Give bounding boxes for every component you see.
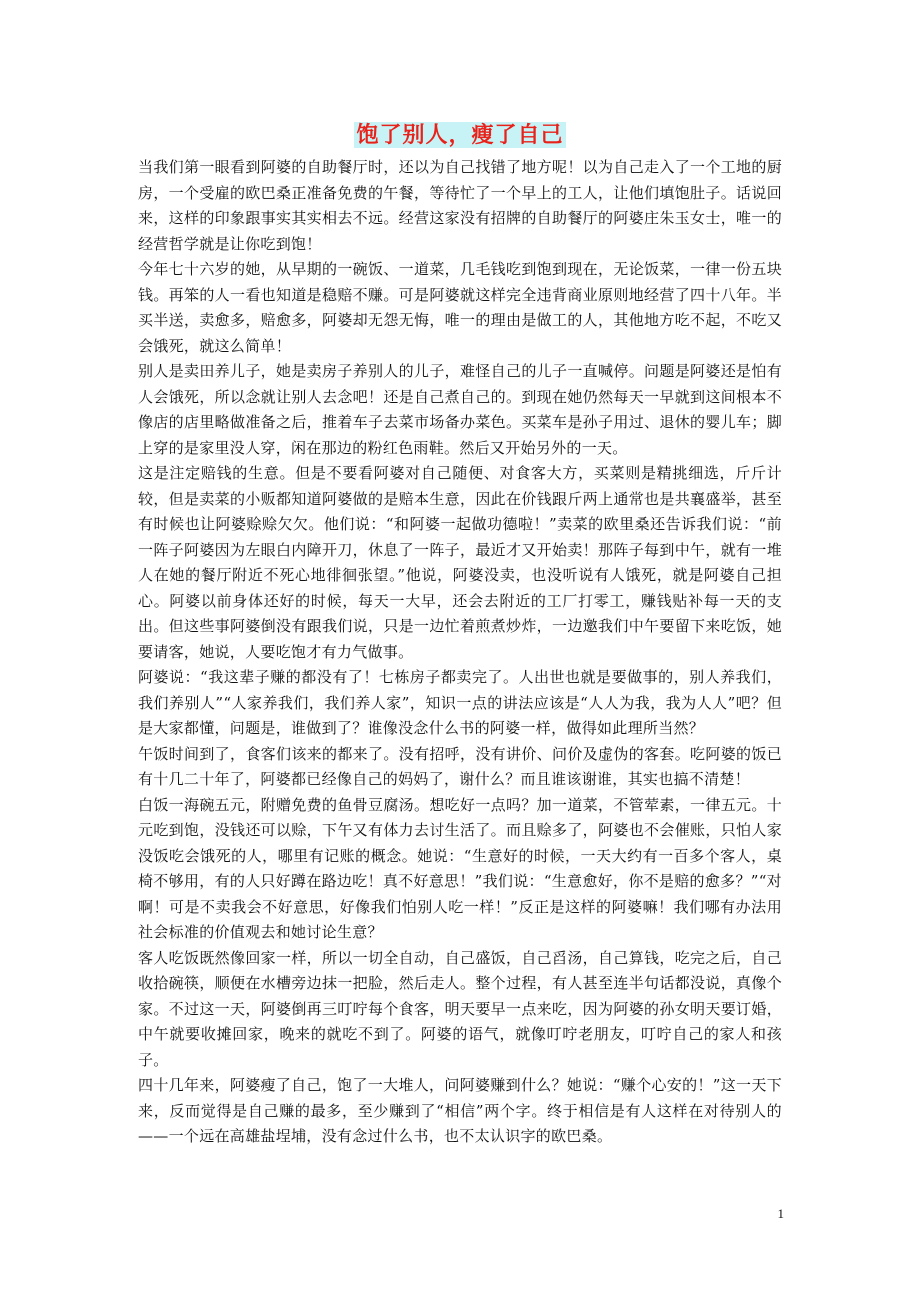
article-title xyxy=(0,118,920,152)
paragraph-3: 别人是卖田养儿子，她是卖房子养别人的儿子，难怪自己的儿子一直喊停。问题是阿婆还是怕有人会饿死，所以念就让别人去念吧！还是自己煮自己的。到现在她仍然每天一早就到这间根本不像店的店里略做准备之后，推着车子去菜市场备办菜色。买菜车是孙子用过、退休的婴儿车；脚上穿的是家里没人穿，闲在那边的粉红色雨鞋。然后又开始另外的一天。 xyxy=(138,362,782,457)
paragraph-1: 当我们第一眼看到阿婆的自助餐厅时，还以为自己找错了地方呢！以为自己走入了一个工地的厨房，一个受雇的欧巴桑正准备免费的午餐，等待忙了一个早上的工人，让他们填饱肚子。话说回来，这样的印象跟事实其实相去不远。经营这家没有招牌的自助餐厅的阿婆庄朱玉女士，唯一的经营哲学就是让你吃到饱！ xyxy=(138,158,782,253)
paragraph-7: 白饭一海碗五元，附赠免费的鱼骨豆腐汤。想吃好一点吗？加一道菜，不管荤素，一律五元。十元吃到饱，没钱还可以赊，下午又有体力去讨生活了。而且赊多了，阿婆也不会催账，只怕人家没饭吃会饿死的人，哪里有记账的概念。她说：“生意好的时候，一天大约有一百多个客人，桌椅不够用，有的人只好蹲在路边吃！真不好意思！”我们说：“生意愈好，你不是赔的愈多？”“对啊！可是不卖我会不好意思，好像我们怕别人吃一样！”反正是这样的阿婆嘛！我们哪有办法用社会标准的价值观去和她讨论生意？ xyxy=(138,795,782,941)
paragraph-2: 今年七十六岁的她，从早期的一碗饭、一道菜，几毛钱吃到饱到现在，无论饭菜，一律一份五块钱。再笨的人一看也知道是稳赔不赚。可是阿婆就这样完全违背商业原则地经营了四十八年。半买半送，卖愈多，赔愈多，阿婆却无怨无悔，唯一的理由是做工的人，其他地方吃不起，不吃又会饿死，就这么简单！ xyxy=(138,260,782,355)
article-title-text: 饱了别人，瘦了自己 xyxy=(356,122,564,148)
paragraph-5: 阿婆说：“我这辈子赚的都没有了！七栋房子都卖完了。人出世也就是要做事的，别人养我们，我们养别人”“人家养我们，我们养人家”，知识一点的讲法应该是“人人为我，我为人人”吧？但是大家都懂，问题是，谁做到了？谁像没念什么书的阿婆一样，做得如此理所当然？ xyxy=(138,668,782,737)
paragraph-6: 午饭时间到了，食客们该来的都来了。没有招呼，没有讲价、问价及虚伪的客套。吃阿婆的饭已有十几二十年了，阿婆都已经像自己的妈妈了，谢什么？而且谁该谢谁，其实也搞不清楚！ xyxy=(138,744,782,788)
paragraph-9: 四十几年来，阿婆瘦了自己，饱了一大堆人，问阿婆赚到什么？她说：“赚个心安的！”这一天下来，反而觉得是自己赚的最多，至少赚到了“相信”两个字。终于相信是有人这样在对待别人的——一个远在高雄盐埕埔，没有念过什么书，也不太认识字的欧巴桑。 xyxy=(138,1076,782,1145)
page-number: 1 xyxy=(777,1206,784,1221)
paragraph-4: 这是注定赔钱的生意。但是不要看阿婆对自己随便、对食客大方，买菜则是精挑细选，斤斤计较，但是卖菜的小贩都知道阿婆做的是赔本生意，因此在价钱跟斤两上通常也是共襄盛举，甚至有时候也让阿婆赊赊欠欠。他们说：“和阿婆一起做功德啦！”卖菜的欧里桑还告诉我们说：“前一阵子阿婆因为左眼白内障开刀，休息了一阵子，最近才又开始卖！那阵子每到中午，就有一堆人在她的餐厅附近不死心地徘徊张望。”他说，阿婆没卖，也没听说有人饿死，就是阿婆自己担心。阿婆以前身体还好的时候，每天一大早，还会去附近的工厂打零工，赚钱贴补每一天的支出。但这些事阿婆倒没有跟我们说，只是一边忙着煎煮炒炸，一边邀我们中午要留下来吃饭，她要请客，她说，人要吃饱才有力气做事。 xyxy=(138,464,782,661)
article-body xyxy=(138,155,782,1150)
paragraph-8: 客人吃饭既然像回家一样，所以一切全自动，自己盛饭，自己舀汤，自己算钱，吃完之后，自己收拾碗筷，顺便在水槽旁边抹一把脸，然后走人。整个过程，有人甚至连半句话都没说，真像个家。不过这一天，阿婆倒再三叮咛每个食客，明天要早一点来吃，因为阿婆的孙女明天要订婚，中午就要收摊回家，晚来的就吃不到了。阿婆的语气，就像叮咛老朋友，叮咛自己的家人和孩子。 xyxy=(138,948,782,1069)
